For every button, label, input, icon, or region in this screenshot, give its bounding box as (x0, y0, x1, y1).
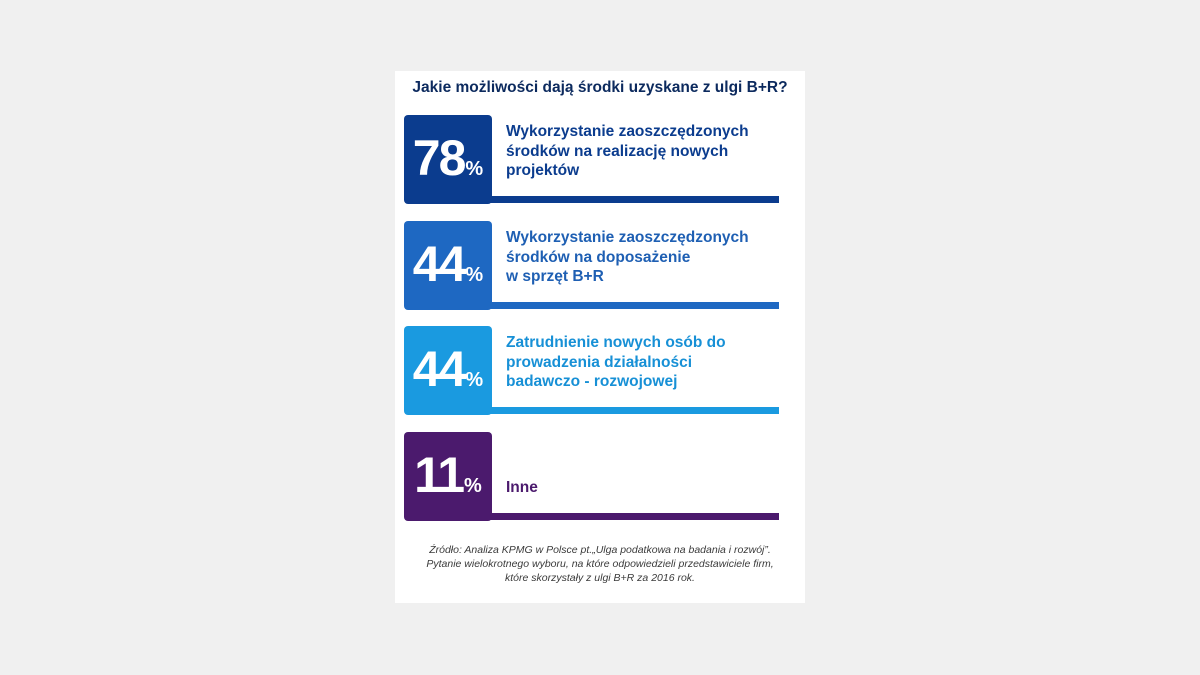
value-label: 11 (414, 447, 464, 503)
chart-title: Jakie możliwości dają środki uzyskane z ulgi B+R? (412, 79, 788, 96)
label-line: środków na doposażenie (506, 248, 691, 266)
baseline-bar (488, 513, 779, 520)
chart-item-3 (404, 326, 779, 416)
source-line: Źródło: Analiza KPMG w Polsce pt.„Ulga podatkowa na badania i rozwój”. (429, 544, 771, 556)
value-badge (404, 432, 492, 521)
label-line: w sprzęt B+R (506, 268, 604, 285)
percent-sign: % (464, 475, 482, 497)
value-badge (404, 115, 492, 204)
baseline-bar (488, 407, 779, 414)
label-line: Inne (506, 479, 538, 496)
percent-sign: % (465, 158, 484, 180)
baseline-bar (488, 196, 779, 203)
percent-sign: % (465, 264, 484, 286)
category-label (506, 228, 776, 287)
source-line: Pytanie wielokrotnego wyboru, na które odpowiedzieli przedstawiciele firm, (426, 558, 774, 570)
label-line: Zatrudnienie nowych osób do (506, 334, 726, 351)
baseline-bar (488, 302, 779, 309)
value-badge (404, 221, 492, 310)
value-label: 44 (412, 341, 465, 397)
label-line: prowadzenia działalności (506, 353, 693, 371)
value-badge (404, 326, 492, 415)
label-line: środków na realizację nowych (506, 142, 729, 160)
label-line: projektów (506, 162, 580, 179)
label-line: badawczo - rozwojowej (506, 373, 678, 390)
chart-item-1 (404, 115, 779, 205)
percent-sign: % (465, 369, 484, 391)
source-note (405, 543, 795, 585)
chart-item-4 (404, 432, 779, 522)
category-label (506, 333, 776, 392)
category-label (506, 122, 776, 181)
infographic-card (395, 71, 805, 603)
label-line: Wykorzystanie zaoszczędzonych (506, 123, 749, 140)
source-line: które skorzystały z ulgi B+R za 2016 rok. (505, 572, 695, 584)
label-line: Wykorzystanie zaoszczędzonych (506, 229, 749, 246)
value-label: 78 (412, 130, 465, 186)
value-label: 44 (412, 236, 465, 292)
chart-item-2 (404, 221, 779, 311)
category-label (506, 478, 776, 498)
